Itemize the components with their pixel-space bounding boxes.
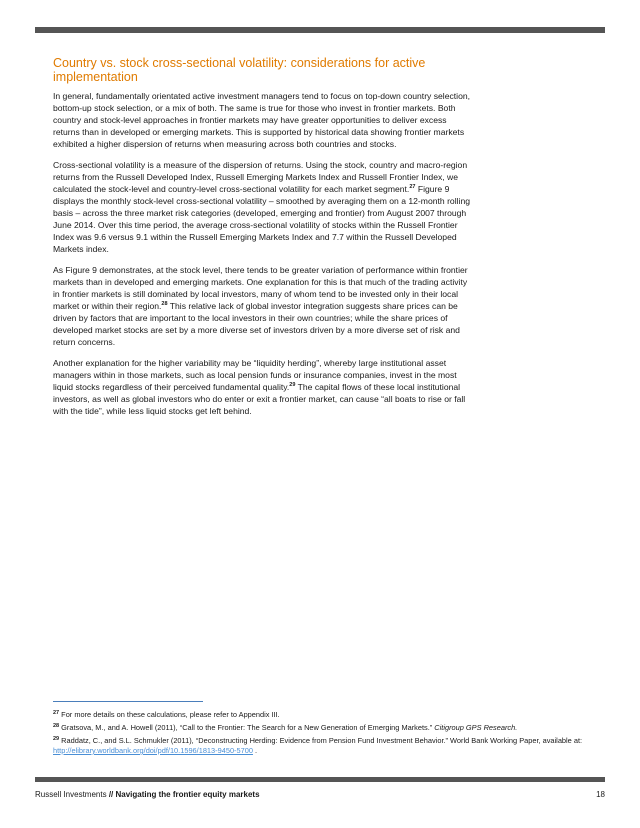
paragraph-1 [53,90,473,150]
footnote-link[interactable]: http://elibrary.worldbank.org/doi/pdf/10.1596/1813-9450-5700 [53,746,253,755]
paragraph-4-text-a: Another explanation for the higher variability may be “liquidity herding”, whereby large institutional asset managers within in those markets, such as local pension funds or insurance companies, invest in the most liquid stocks regardless of their perceived fundamental quality. [53,358,457,392]
footnote-number: 28 [53,723,60,729]
footnote-end: . [252,746,258,755]
paragraph-2-text-a: Cross-sectional volatility is a measure of the dispersion of returns. Using the stock, country and macro-region returns from the Russell Developed Index, Russell Emerging Markets Index and Russell Frontier Index, we calculated the stock-level and country-level cross-sectional volatility for each market segment. [53,160,468,194]
footnote-ref-28[interactable]: 28 [161,301,168,307]
footnote-28 [53,723,593,733]
footnote-text: For more details on these calculations, please refer to Appendix III. [59,710,280,719]
footnote-ref-29[interactable]: 29 [289,382,296,388]
paragraph-4 [53,357,473,417]
footnote-number: 27 [53,710,60,716]
footnote-27 [53,710,593,720]
paragraph-2 [53,159,473,255]
footnote-divider [53,701,203,702]
footnote-text: Raddatz, C., and S.L. Schmukler (2011), “Deconstructing Herding: Evidence from Pension Fund Investment Behavior.” World Bank Working Paper, available at: [59,736,583,745]
page-footer [35,789,605,801]
footnote-number: 29 [53,736,60,742]
top-divider-bar [35,27,605,33]
footer-left [35,789,260,801]
paragraph-3-text-a: As Figure 9 demonstrates, at the stock level, there tends to be greater variation of performance within frontier markets than in developed and emerging markets. One explanation for this is that much of the trading activity in frontier markets is still dominated by local investors, many of whom tend to be invested only in their local market or within their region. [53,265,468,311]
page-number: 18 [596,790,605,799]
paragraph-3-text-b: This relative lack of global investor integration suggests share prices can be driven by factors that are important to the local investors in their own countries; while the share prices of developed market stocks are set by a more diverse set of investors driven by a more diverse set of risk and return concerns. [53,301,460,347]
section-heading: Country vs. stock cross-sectional volatility: considerations for active implementation [53,56,426,84]
main-content [53,56,473,426]
paragraph-2-text-b: Figure 9 displays the monthly stock-level cross-sectional volatility – smoothed by averaging them on a 12-month rolling basis – across the three market risk categories (developed, emerging and frontier) from August 2007 through June 2014. Over this time period, the average cross-sectional volatility of stocks within the Russell Frontier Index was 9.6 versus 9.1 within the Russell Emerging Markets Index and 7.7 within the Russell Developed Markets index. [53,184,470,254]
footnote-text: Gratsova, M., and A. Howell (2011), “Call to the Frontier: The Search for a New Generation of Emerging Markets.” [59,723,435,732]
paragraph-3 [53,264,473,348]
footnote-ref-27[interactable]: 27 [409,184,416,190]
footer-company: Russell Investments [35,790,107,799]
paragraph-1-text: In general, fundamentally orientated active investment managers tend to focus on top-down country selection, bottom-up stock selection, or a mix of both. The same is true for those who invest in frontier markets. Both country and stock-level approaches in frontier markets may have greater opportunities to deliver excess returns than in developed or emerging markets. This is supported by historical data showing frontier markets exhibited a higher dispersion of returns when measuring across both countries and stocks. [53,91,471,149]
footnote-source: Citigroup GPS Research. [434,723,518,732]
footnotes [53,710,593,759]
footer-title: Navigating the frontier equity markets [115,790,260,799]
footer-separator: // [106,790,116,799]
bottom-divider-bar [35,777,605,782]
footnote-29 [53,736,593,756]
paragraph-4-text-b: The capital flows of these local institutional investors, as well as global investors who do enter or exit a frontier market, can cause “all boats to rise or fall with the tide”, while less liquid stocks get left behind. [53,382,466,416]
